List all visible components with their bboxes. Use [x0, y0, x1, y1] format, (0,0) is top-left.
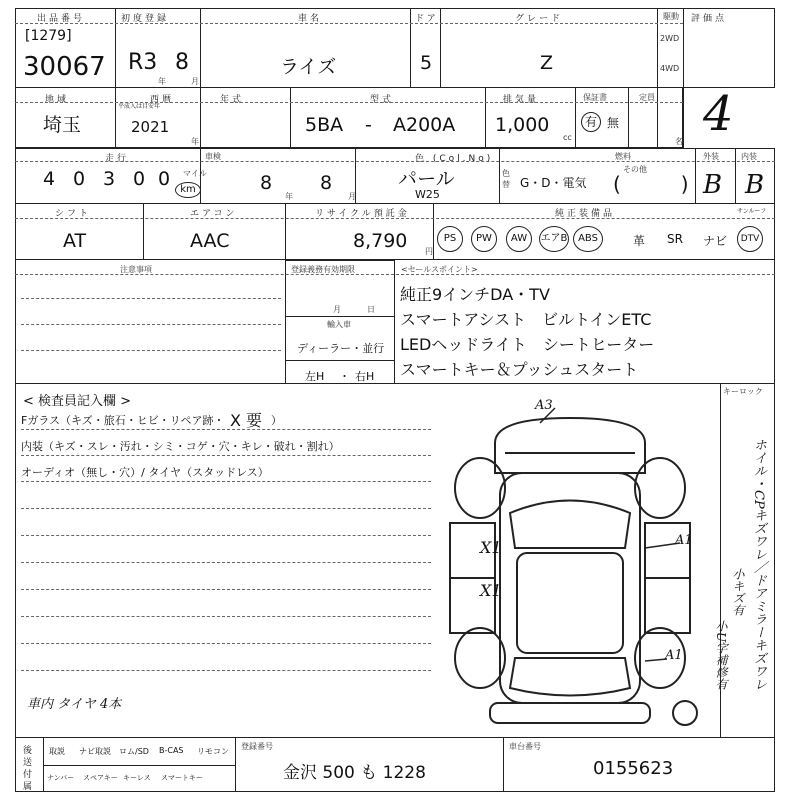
exterior-grade: B	[703, 170, 723, 200]
mileage-digit-3: 0	[133, 168, 146, 190]
doors: 5	[420, 52, 433, 74]
recycle-header: リサイクル預託金	[315, 209, 410, 219]
bottom-label-2: 付	[23, 770, 33, 780]
lot-ref: [1279]	[25, 28, 72, 44]
first-reg-month: 8	[175, 50, 189, 75]
equip-sr: SR	[667, 232, 683, 246]
acc-spare-key: スペアキー	[83, 774, 118, 782]
notes-header: 注意事項	[120, 265, 152, 274]
sales-point-1: 純正9インチDA・TV	[400, 285, 550, 304]
year-note: 平成入は目安年	[118, 103, 161, 110]
bottom-label-1: 送	[23, 758, 33, 768]
shift: AT	[63, 230, 87, 252]
first-reg-header: 初度登録	[121, 14, 170, 24]
mileage-km: km	[175, 182, 201, 198]
equip-leather: 革	[633, 234, 646, 248]
shaken-month-unit: 月	[348, 192, 356, 201]
shaken-year: 8	[260, 172, 273, 194]
sales-point-2: スマートアシスト ビルトインETC	[400, 310, 652, 329]
inspection-line1-mark: X 要	[230, 411, 263, 430]
mileage-digit-2: 3	[103, 168, 116, 190]
displacement-unit: cc	[563, 133, 572, 142]
keylock-header: キーロック	[723, 387, 763, 396]
score-header: 評価点	[691, 14, 728, 24]
acc-number: ナンバー	[47, 774, 75, 782]
equip-dtv: DTV	[737, 226, 763, 252]
acc-bcas: B-CAS	[159, 746, 184, 755]
fuel-options: G・D・電気	[520, 176, 587, 190]
inspection-line3: オーディオ（無し・穴）/ タイヤ（スタッドレス）	[21, 466, 269, 479]
capacity-unit: 名	[675, 137, 683, 146]
year-unit: 年	[158, 77, 166, 86]
auction-sheet	[15, 8, 775, 792]
equip-aw: AW	[506, 226, 532, 252]
bottom-label-0: 後	[23, 746, 33, 756]
lot-header: 出品番号	[37, 14, 86, 24]
equip-abs: ABS	[573, 226, 603, 252]
inspection-title: < 検査員記入欄 >	[23, 394, 132, 409]
model-year-header: 年式	[220, 95, 245, 105]
acc-rom-sd: ロム/SD	[119, 747, 149, 756]
year-unit-2: 年	[191, 137, 199, 146]
car-name: ライズ	[280, 56, 337, 78]
mileage-mile: マイル	[183, 169, 207, 178]
area-header: 地域	[45, 95, 70, 105]
damage-a1-lower: A1	[665, 648, 683, 663]
drive-4wd: 4WD	[660, 64, 680, 73]
inspection-line1: Fガラス（キズ・旅石・ヒビ・リペア跡・	[21, 414, 225, 427]
aircon: AAC	[190, 230, 230, 252]
reg-month: 月	[333, 305, 341, 314]
recycle-amount: 8,790	[353, 230, 408, 252]
reg-day: 日	[367, 305, 375, 314]
month-unit: 月	[191, 77, 199, 86]
mileage-digit-1: 0	[73, 168, 86, 190]
acc-smart-key: スマートキー	[161, 774, 203, 782]
model-code: A200A	[393, 114, 456, 136]
car-name-header: 車名	[298, 14, 323, 24]
sales-header: <セールスポイント>	[401, 265, 478, 274]
handnote-vertical-left: ホイル・CPキズワレ／ドアミラーキズワレ	[751, 438, 766, 691]
score: 4	[703, 86, 734, 142]
interior-handnote: 車内 タイヤ 4本	[27, 697, 122, 712]
damage-x1: X1	[480, 538, 502, 557]
area: 埼玉	[43, 114, 82, 136]
equip-pw: PW	[471, 226, 497, 252]
fuel-paren: ( )	[613, 172, 689, 196]
color-code: W25	[415, 188, 440, 201]
mileage-digit-0: 4	[43, 168, 68, 190]
equip-ps: PS	[437, 226, 463, 252]
equip-navi: ナビ	[703, 234, 728, 248]
displacement: 1,000	[495, 114, 550, 136]
first-reg-year: R3	[128, 50, 158, 75]
inspection-line2: 内装（キズ・スレ・汚れ・シミ・コゲ・穴・キレ・破れ・割れ）	[21, 440, 340, 453]
shaken-header: 車検	[205, 152, 221, 161]
shaken-month: 8	[320, 172, 333, 194]
color-header: 色 (Col.No)	[415, 154, 494, 164]
handnote-vertical-right: 小U字補修有	[714, 620, 728, 691]
acc-manual: 取説	[49, 747, 65, 756]
warranty-header: 保証書	[583, 93, 607, 102]
handnote-vertical-mid: 小キズ有	[731, 568, 745, 616]
grade: Z	[540, 52, 554, 74]
model-header: 型式	[370, 95, 395, 105]
recycle-unit: 円	[425, 247, 433, 256]
acc-keyless: キーレス	[123, 774, 151, 782]
color-name: パール	[398, 168, 455, 190]
interior-grade: B	[745, 170, 765, 200]
shift-header: シフト	[55, 209, 92, 219]
warranty-yes: 有	[581, 112, 601, 132]
capacity-header: 定員	[639, 93, 655, 102]
plate-label: 登録番号	[241, 742, 273, 751]
year-header: 西暦	[150, 95, 175, 105]
interior-header: 内装	[741, 152, 757, 161]
displacement-header: 排気量	[503, 95, 540, 105]
aircon-header: エアコン	[190, 209, 238, 219]
bottom-label-3: 属	[23, 782, 33, 792]
plate: 金沢 500 も 1228	[283, 763, 426, 783]
damage-x1b: X1	[480, 581, 502, 600]
import-right: 右H	[355, 370, 375, 383]
inspection-line1-end: ）	[271, 414, 282, 427]
import-left: 左H	[305, 370, 325, 383]
damage-a3: A3	[535, 398, 553, 413]
grade-header: グレード	[515, 14, 564, 24]
chassis-label: 車台番号	[509, 742, 541, 751]
sales-point-4: スマートキー＆プッシュスタート	[400, 360, 639, 379]
reg-deadline-header: 登録義務有効期限	[291, 265, 355, 274]
chassis: 0155623	[593, 758, 674, 779]
model-sep: -	[365, 114, 372, 136]
equip-airbag: エアB	[539, 226, 569, 252]
drive-2wd: 2WD	[660, 34, 680, 43]
import-dot: ・	[339, 370, 350, 383]
fuel-header: 燃料	[615, 152, 631, 161]
warranty-no: 無	[607, 116, 620, 130]
lot-number: 30067	[23, 52, 106, 82]
sales-point-3: LEDヘッドライト シートヒーター	[400, 335, 655, 354]
color-change: 色替	[502, 169, 510, 189]
shaken-year-unit: 年	[285, 192, 293, 201]
year-value: 2021	[131, 118, 170, 136]
mileage-header: 走行	[105, 154, 130, 164]
model-prefix: 5BA	[305, 114, 344, 136]
import-dealer: ディーラー・並行	[297, 342, 385, 355]
damage-a1-right: A1	[675, 533, 693, 548]
doors-header: ドア	[415, 14, 439, 24]
acc-navi-manual: ナビ取説	[79, 747, 111, 756]
drive-header: 駆動	[663, 12, 679, 21]
acc-remote: リモコン	[197, 747, 229, 756]
car-diagram	[435, 403, 705, 733]
exterior-header: 外装	[703, 152, 719, 161]
import-header: 輸入車	[327, 320, 351, 329]
mileage-digit-4: 0	[158, 168, 171, 190]
sunroof-header: サンルーフ	[737, 208, 767, 215]
fuel-other: その他	[623, 165, 647, 174]
equipment-header: 純正装備品	[555, 209, 616, 219]
